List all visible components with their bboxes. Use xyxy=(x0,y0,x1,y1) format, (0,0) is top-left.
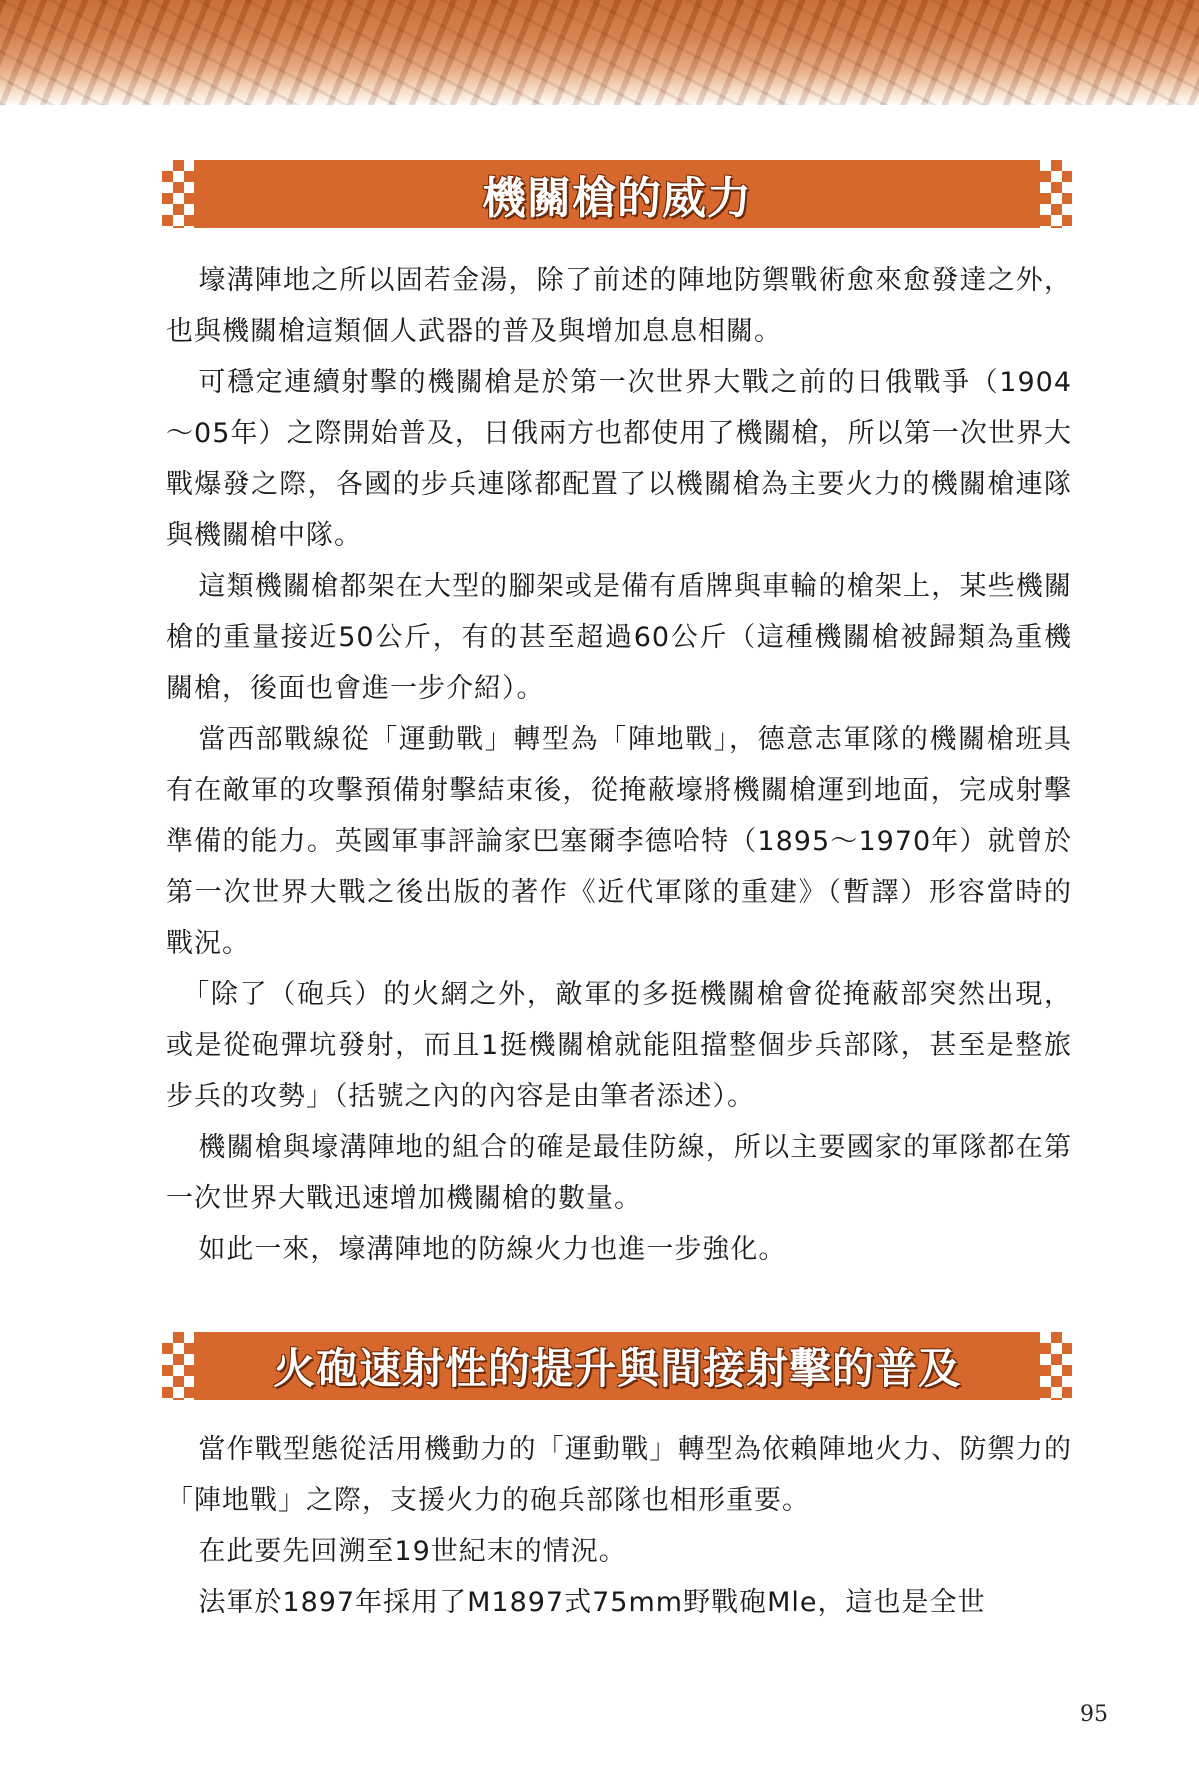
paragraph: 可穩定連續射擊的機關槍是於第一次世界大戰之前的日俄戰爭（1904～05年）之際開始普及，日俄兩方也都使用了機關槍，所以第一次世界大戰爆發之際，各國的步兵連隊都配置了以機關槍為主要火力的機關槍連隊與機關槍中隊。 xyxy=(166,367,1072,551)
paragraph: 這類機關槍都架在大型的腳架或是備有盾牌與車輪的槍架上，某些機關槍的重量接近50公斤，有的甚至超過60公斤（這種機關槍被歸類為重機關槍，後面也會進一步介紹）。 xyxy=(166,571,1072,704)
section-heading-machine-gun xyxy=(162,160,1072,228)
section-heading-artillery xyxy=(162,1332,1072,1400)
page-number: 95 xyxy=(1080,1702,1108,1727)
body-text-section-1 xyxy=(166,255,1072,1275)
header-decorative-band xyxy=(0,0,1199,105)
checker-ornament-right xyxy=(1040,1332,1072,1400)
checker-ornament-left xyxy=(162,160,194,228)
paragraph-quote: 「除了（砲兵）的火網之外，敵軍的多挺機關槍會從掩蔽部突然出現，或是從砲彈坑發射，而且1挺機關槍就能阻擋整個步兵部隊，甚至是整旅步兵的攻勢」（括號之內的內容是由筆者添述）。 xyxy=(166,979,1072,1112)
paragraph: 在此要先回溯至19世紀末的情況。 xyxy=(198,1536,627,1567)
checker-ornament-left xyxy=(162,1332,194,1400)
paragraph: 當作戰型態從活用機動力的「運動戰」轉型為依賴陣地火力、防禦力的「陣地戰」之際，支援火力的砲兵部隊也相形重要。 xyxy=(166,1434,1072,1516)
paragraph: 當西部戰線從「運動戰」轉型為「陣地戰」，德意志軍隊的機關槍班具有在敵軍的攻擊預備射擊結束後，從掩蔽壕將機關槍運到地面，完成射擊準備的能力。英國軍事評論家巴塞爾李德哈特（1895～1970年）就曾於第一次世界大戰之後出版的著作《近代軍隊的重建》（暫譯）形容當時的戰況。 xyxy=(166,724,1072,959)
paragraph: 機關槍與壕溝陣地的組合的確是最佳防線，所以主要國家的軍隊都在第一次世界大戰迅速增加機關槍的數量。 xyxy=(166,1132,1072,1214)
paragraph: 如此一來，壕溝陣地的防線火力也進一步強化。 xyxy=(198,1234,787,1265)
section-heading-text: 機關槍的威力 xyxy=(482,173,752,224)
body-text-section-2 xyxy=(166,1424,1072,1628)
section-heading-text: 火砲速射性的提升與間接射擊的普及 xyxy=(272,1344,961,1393)
paragraph: 法軍於1897年採用了M1897式75mm野戰砲Mle，這也是全世 xyxy=(198,1587,986,1618)
checker-ornament-right xyxy=(1040,160,1072,228)
paragraph: 壕溝陣地之所以固若金湯，除了前述的陣地防禦戰術愈來愈發達之外，也與機關槍這類個人武器的普及與增加息息相關。 xyxy=(166,265,1072,347)
